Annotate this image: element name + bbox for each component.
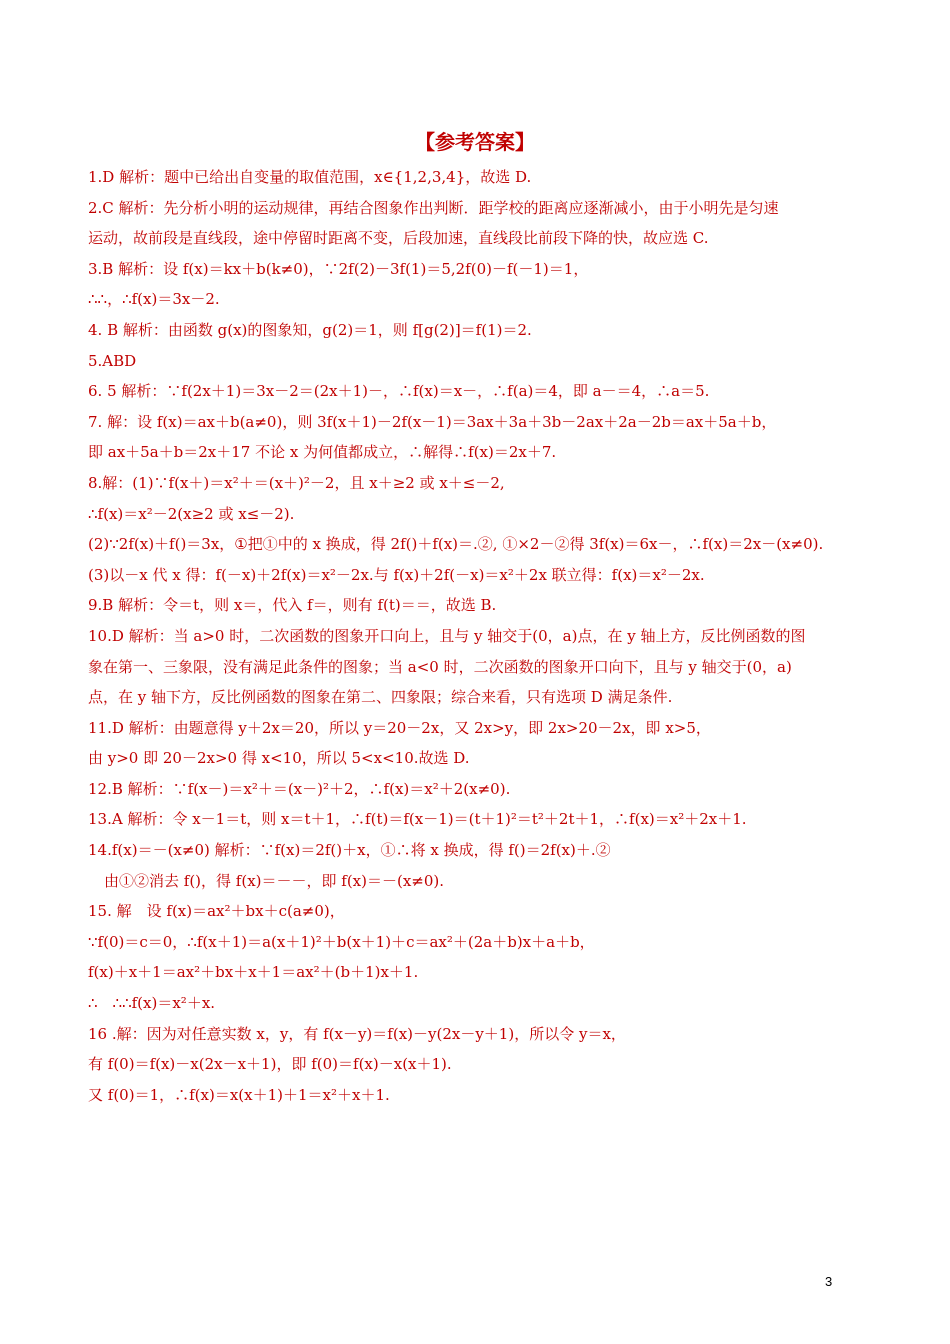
answer-line: 15. 解 设 f(x)＝ax²＋bx＋c(a≠0)， xyxy=(88,902,345,921)
answer-line: 11.D 解析：由题意得 y＋2x＝20，所以 y＝20－2x，又 2x>y，即 2x>20－2x，即 x>5， xyxy=(88,718,711,737)
answer-content xyxy=(88,162,868,1110)
answer-line: 8.解：(1)∵f(x＋)＝x²＋＝(x＋)²－2，且 x＋≥2 或 x＋≤－2, xyxy=(88,473,505,492)
answer-line: 运动，故前段是直线段，途中停留时距离不变，后段加速，直线段比前段下降的快，故应选 C. xyxy=(88,229,709,248)
answer-line: 5.ABD xyxy=(88,351,137,370)
answer-line: 点，在 y 轴下方，反比例函数的图象在第二、四象限；综合来看，只有选项 D 满足条件. xyxy=(88,688,673,707)
answer-line: f(x)＋x＋1＝ax²＋bx＋x＋1＝ax²＋(b＋1)x＋1. xyxy=(88,963,419,982)
answer-line: 6. 5 解析：∵f(2x＋1)＝3x－2＝(2x＋1)－，∴f(x)＝x－，∴f(a)＝4，即 a－＝4，∴a＝5. xyxy=(88,382,710,401)
answer-line: 4. B 解析：由函数 g(x)的图象知，g(2)＝1，则 f[g(2)]＝f(1)＝2. xyxy=(88,320,532,339)
answer-line: 16 .解：因为对任意实数 x，y，有 f(x－y)＝f(x)－y(2x－y＋1)，所以令 y＝x， xyxy=(88,1024,626,1043)
answer-line: ∴∴，∴f(x)＝3x－2. xyxy=(88,290,220,309)
answer-line: 13.A 解析：令 x－1＝t，则 x＝t＋1，∴f(t)＝f(x－1)＝(t＋1)²＝t²＋2t＋1，∴f(x)＝x²＋2x＋1. xyxy=(88,810,747,829)
answer-line: 又 f(0)＝1，∴f(x)＝x(x＋1)＋1＝x²＋x＋1. xyxy=(88,1085,390,1104)
answer-line: 由 y>0 即 20－2x>0 得 x<10，所以 5<x<10.故选 D. xyxy=(88,749,470,768)
answer-line: 10.D 解析：当 a>0 时，二次函数的图象开口向上，且与 y 轴交于(0，a)点，在 y 轴上方，反比例函数的图 xyxy=(88,626,806,645)
page-number: 3 xyxy=(825,1274,833,1289)
answer-line: ∴f(x)＝x²－2(x≥2 或 x≤－2). xyxy=(88,504,295,523)
answer-line: 即 ax＋5a＋b＝2x＋17 不论 x 为何值都成立，∴解得∴f(x)＝2x＋7. xyxy=(88,443,557,462)
answer-line: 3.B 解析：设 f(x)＝kx＋b(k≠0)，∵2f(2)－3f(1)＝5,2f(0)－f(－1)＝1， xyxy=(88,259,589,278)
answer-line: 14.f(x)＝－(x≠0) 解析：∵f(x)＝2f()＋x，①∴将 x 换成，得 f()＝2f(x)＋.② xyxy=(88,841,611,860)
answer-line: ∴ ∴∴f(x)＝x²＋x. xyxy=(88,994,216,1013)
answer-line: (3)以－x 代 x 得：f(－x)＋2f(x)＝x²－2x.与 f(x)＋2f(－x)＝x²＋2x 联立得：f(x)＝x²－2x. xyxy=(88,565,705,584)
answer-line: 9.B 解析：令＝t，则 x＝，代入 f＝，则有 f(t)＝＝，故选 B. xyxy=(88,596,497,615)
answer-line: 1.D 解析：题中已给出自变量的取值范围，x∈{1,2,3,4}，故选 D. xyxy=(88,168,532,186)
page-title: 【参考答案】 xyxy=(415,130,535,154)
answer-line: (2)∵2f(x)＋f()＝3x，①把①中的 x 换成，得 2f()＋f(x)＝.②, ①×2－②得 3f(x)＝6x－，∴f(x)＝2x－(x≠0). xyxy=(88,535,824,554)
answer-line: ∵f(0)＝c＝0，∴f(x＋1)＝a(x＋1)²＋b(x＋1)＋c＝ax²＋(2a＋b)x＋a＋b， xyxy=(88,932,595,951)
answer-line: 由①②消去 f()，得 f(x)＝－－，即 f(x)＝－(x≠0). xyxy=(104,871,445,890)
answer-line: 象在第一、三象限，没有满足此条件的图象；当 a<0 时，二次函数的图象开口向下，且与 y 轴交于(0，a) xyxy=(88,657,792,676)
answer-line: 12.B 解析：∵f(x－)＝x²＋＝(x－)²＋2，∴f(x)＝x²＋2(x≠0). xyxy=(88,779,511,798)
answer-line: 7. 解：设 f(x)＝ax＋b(a≠0)，则 3f(x＋1)－2f(x－1)＝3ax＋3a＋3b－2ax＋2a－2b＝ax＋5a＋b， xyxy=(88,412,777,431)
answer-line: 2.C 解析：先分析小明的运动规律，再结合图象作出判断．距学校的距离应逐渐减小，由于小明先是匀速 xyxy=(88,198,779,217)
answer-line: 有 f(0)＝f(x)－x(2x－x＋1)，即 f(0)＝f(x)－x(x＋1). xyxy=(88,1055,452,1074)
